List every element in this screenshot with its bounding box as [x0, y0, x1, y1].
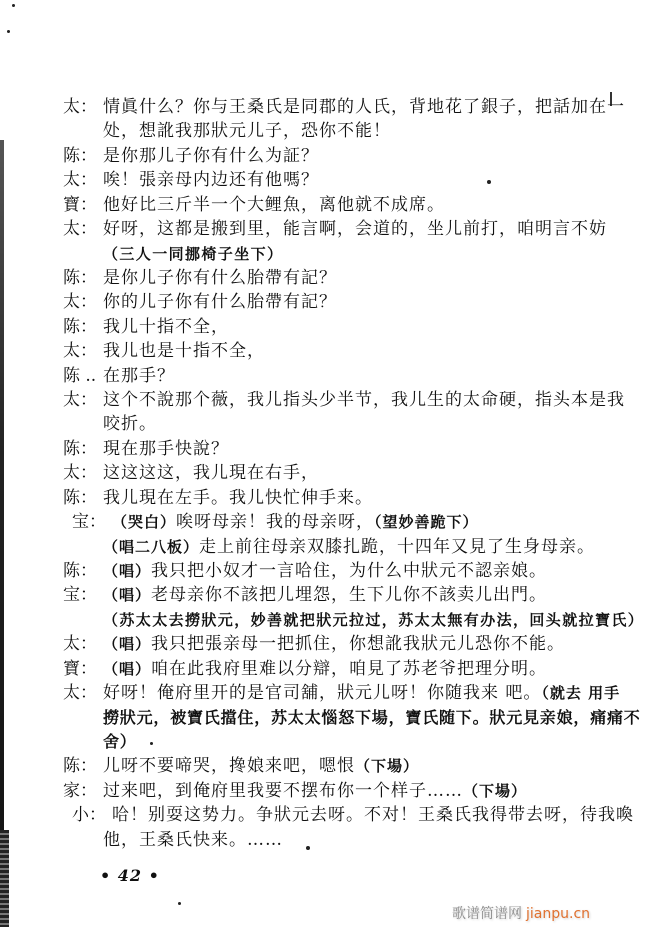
- dialogue-text: 唉呀母亲！我的母亲呀，: [176, 512, 375, 533]
- dialogue-text: 你的儿子你有什么胎帶有記？: [103, 292, 337, 313]
- speaker-label: 太：: [63, 170, 97, 191]
- dialogue-line: [63, 168, 643, 192]
- speaker-label: 太：: [63, 97, 97, 117]
- dialogue-line: [63, 290, 643, 314]
- page-number: • 42 •: [100, 866, 160, 885]
- stage-direction: （苏太太去撈狀元，妙善就把狀元拉过，苏太太無有办法，回头就拉寶氏）: [103, 610, 645, 629]
- inline-stage-direction: （唱二八板）: [103, 537, 200, 556]
- speaker-label: 太：: [63, 463, 97, 484]
- dialogue-text: 儿呀不要啼哭，搀娘来吧，嗯恨: [103, 756, 355, 777]
- dialogue-text: 是你那儿子你有什么为証？: [103, 145, 319, 166]
- dialogue-text: 好呀，这都是搬到里，能言啊，会道的，坐儿前打，咱明言不妨: [103, 219, 607, 240]
- dialogue-text: 唉！張亲母内边还有他嗎？: [103, 170, 319, 191]
- dialogue-text: 我儿十指不全，: [103, 316, 229, 337]
- speaker-label: 太：: [63, 219, 97, 240]
- dialogue-line: [63, 364, 643, 388]
- dialogue-text: 情眞什么？你与王桑氏是同郡的人氏，背地花了銀子，把話加在一: [103, 97, 625, 117]
- speaker-label: 陈：: [63, 561, 97, 582]
- dialogue-text: 他，王桑氏快来。……: [103, 829, 283, 850]
- scan-speck: [178, 902, 181, 905]
- speaker-label: 陈：: [63, 487, 97, 508]
- stage-direction: 舍）: [103, 731, 137, 751]
- dialogue-line: [63, 437, 643, 461]
- dialogue-text: 他好比三斤半一个大鲤魚，离他就不成席。: [103, 194, 445, 215]
- stage-direction: （三人一同挪椅子坐下）: [103, 244, 284, 263]
- speaker-label: 太：: [63, 390, 97, 411]
- speaker-label: 陈 ..: [63, 365, 97, 386]
- speaker-label: 太：: [63, 683, 97, 704]
- dialogue-line: [63, 315, 643, 339]
- dialogue-line: [63, 486, 643, 510]
- inline-stage-direction: （就去 用手: [541, 684, 621, 703]
- scan-speck: [7, 30, 10, 33]
- speaker-label: 太：: [63, 634, 97, 655]
- scan-left-edge: [0, 140, 4, 927]
- dialogue-line: [63, 681, 643, 705]
- watermark-domain: jianpu.cn: [526, 906, 591, 922]
- stage-direction-line: [63, 730, 643, 754]
- dialogue-line: [63, 632, 643, 656]
- scan-speck: [12, 4, 15, 7]
- continuation-line: [63, 828, 643, 852]
- script-body: [63, 95, 643, 852]
- continuation-line: [63, 535, 643, 559]
- speaker-label: 寶：: [63, 194, 97, 215]
- speaker-label: 陈：: [63, 438, 97, 459]
- scan-left-edge-bottom: [0, 830, 9, 927]
- dialogue-text: 咬折。: [103, 414, 157, 435]
- speaker-label: 寶：: [63, 658, 97, 679]
- dialogue-line: [63, 510, 643, 534]
- dialogue-text: 这个不說那个薇，我儿指头少半节，我儿生的太命硬，指头本是我: [103, 390, 625, 411]
- dialogue-text: 处，想訛我那狀元儿子，恐你不能！: [103, 121, 391, 142]
- dialogue-line: [63, 217, 643, 241]
- inline-stage-direction: （唱）: [103, 659, 152, 678]
- dialogue-line: [63, 95, 643, 119]
- speaker-label: 宝：: [63, 585, 97, 606]
- sung-text: 老母亲你不該把儿埋怨，生下儿你不該卖儿出門。: [151, 585, 548, 606]
- dialogue-line: [63, 559, 643, 583]
- dialogue-line: [63, 754, 643, 778]
- speaker-label: 家：: [63, 780, 97, 801]
- dialogue-text: 好呀！俺府里开的是官司舖，狀元儿呀！你随我来 吧。: [103, 683, 542, 704]
- speaker-label: 陈：: [63, 145, 97, 166]
- dialogue-line: [63, 803, 643, 827]
- inline-stage-direction: （唱）: [103, 586, 152, 605]
- dialogue-text: 在那手？: [103, 365, 175, 386]
- dialogue-line: [63, 779, 643, 803]
- dialogue-line: [63, 193, 643, 217]
- inline-stage-direction: （唱）: [103, 635, 152, 654]
- dialogue-line: [63, 144, 643, 168]
- speaker-label: 宝：: [72, 512, 106, 533]
- stage-direction-line: [63, 608, 643, 632]
- dialogue-line: [63, 657, 643, 681]
- speaker-label: 太：: [63, 292, 97, 313]
- sung-text: 咱在此我府里难以分辯，咱見了苏老爷把理分明。: [151, 658, 548, 679]
- dialogue-line: [63, 461, 643, 485]
- dialogue-line: [63, 388, 643, 412]
- inline-stage-direction: （下場）: [355, 757, 420, 776]
- speaker-label: 陈：: [63, 756, 97, 777]
- dialogue-text: 我儿也是十指不全，: [103, 341, 265, 362]
- dialogue-text: 是你儿子你有什么胎帶有記？: [103, 267, 337, 288]
- speaker-label: 小：: [72, 805, 106, 826]
- site-watermark: [452, 903, 590, 923]
- dialogue-line: [63, 266, 643, 290]
- inline-stage-direction: （望妙善跪下）: [374, 513, 479, 532]
- dialogue-text: 現在那手快說？: [103, 438, 229, 459]
- speaker-label: 陈：: [63, 267, 97, 288]
- sung-text: 走上前往母亲双膝扎跪，十四年又見了生身母亲。: [199, 536, 596, 557]
- sung-text: 我只把小奴才一言哈住，为什么中狀元不認亲娘。: [151, 561, 548, 582]
- stage-direction: 撈狀元，被寶氏擋住，苏太太惱怒下場，寶氏随下。狀元見亲娘，痛痛不: [103, 707, 641, 727]
- inline-stage-direction: （唱）: [103, 562, 152, 581]
- continuation-line: [63, 412, 643, 436]
- speaker-label: 太：: [63, 341, 97, 362]
- stage-direction-line: [63, 706, 643, 730]
- watermark-site-name: 歌谱简谱网: [452, 906, 522, 922]
- speaker-label: 陈：: [63, 316, 97, 337]
- stage-direction-line: [63, 242, 643, 266]
- inline-stage-direction: （下場）: [463, 781, 528, 800]
- dialogue-line: [63, 339, 643, 363]
- dialogue-text: 哈！别耍这势力。争狀元去呀。不对！王桑氏我得带去呀，待我喚: [112, 805, 634, 826]
- dialogue-text: 我儿現在左手。我儿快忙伸手来。: [103, 487, 373, 508]
- sung-text: 我只把張亲母一把抓住，你想訛我狀元儿恐你不能。: [151, 634, 566, 655]
- dialogue-text: 这这这这，我儿現在右手，: [103, 463, 319, 484]
- inline-stage-direction: （哭白）: [112, 513, 177, 532]
- dialogue-line: [63, 583, 643, 607]
- continuation-line: [63, 119, 643, 143]
- dialogue-text: 过来吧，到俺府里我要不摆布你一个样子……: [103, 780, 463, 801]
